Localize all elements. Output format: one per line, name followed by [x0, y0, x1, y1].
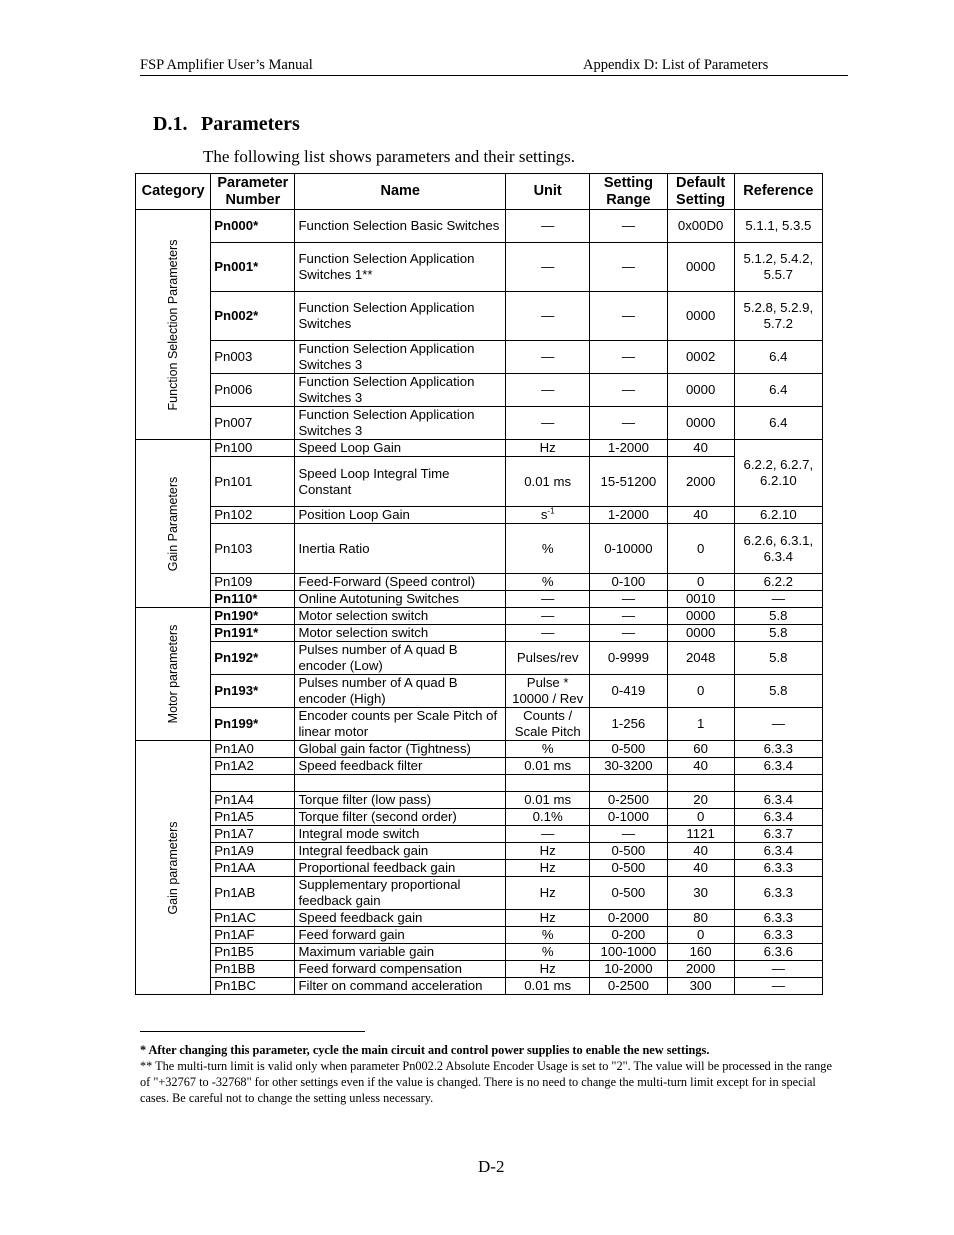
- header-range-line2: Range: [606, 191, 651, 208]
- header-category: Category: [136, 174, 211, 210]
- param-number: Pn192*: [211, 642, 295, 675]
- param-unit: %: [506, 574, 590, 591]
- param-unit: —: [506, 625, 590, 642]
- param-reference: 6.3.6: [734, 944, 822, 961]
- param-default: 0: [667, 675, 734, 708]
- param-reference: 5.1.1, 5.3.5: [734, 210, 822, 243]
- param-number: Pn1AA: [211, 860, 295, 877]
- param-unit: [506, 507, 590, 524]
- table-row: [136, 675, 823, 708]
- page-number: D-2: [478, 1157, 505, 1176]
- param-range: —: [590, 243, 667, 292]
- param-range: —: [590, 210, 667, 243]
- param-name: Torque filter (second order): [295, 809, 506, 826]
- param-unit: Hz: [506, 961, 590, 978]
- param-unit: 0.01 ms: [506, 457, 590, 507]
- param-reference: 6.2.6, 6.3.1, 6.3.4: [734, 524, 822, 574]
- param-range: —: [590, 292, 667, 341]
- param-unit: 0.01 ms: [506, 758, 590, 775]
- table-row: [136, 608, 823, 625]
- category-cell: [136, 440, 211, 608]
- param-range: 0-9999: [590, 642, 667, 675]
- table-row: [136, 978, 823, 995]
- param-default: 60: [667, 741, 734, 758]
- param-name: Online Autotuning Switches: [295, 591, 506, 608]
- param-range: 1-2000: [590, 440, 667, 457]
- table-row: [136, 944, 823, 961]
- category-cell: [136, 210, 211, 440]
- header-unit: Unit: [506, 174, 590, 210]
- header-parameter-line1: Parameter: [217, 174, 289, 191]
- param-name: Filter on command acceleration: [295, 978, 506, 995]
- category-label: Motor parameters: [166, 624, 181, 724]
- param-default: 0x00D0: [667, 210, 734, 243]
- table-row: [136, 877, 823, 910]
- param-number: Pn193*: [211, 675, 295, 708]
- param-range: —: [590, 374, 667, 407]
- param-unit: %: [506, 927, 590, 944]
- param-unit: Pulses/rev: [506, 642, 590, 675]
- param-unit: —: [506, 826, 590, 843]
- param-unit: —: [506, 608, 590, 625]
- param-default: 30: [667, 877, 734, 910]
- param-name: Feed-Forward (Speed control): [295, 574, 506, 591]
- param-number: Pn1AC: [211, 910, 295, 927]
- category-cell: [136, 741, 211, 995]
- param-range: 0-419: [590, 675, 667, 708]
- param-unit: —: [506, 210, 590, 243]
- param-number: Pn110*: [211, 591, 295, 608]
- param-number: Pn100: [211, 440, 295, 457]
- param-name: Global gain factor (Tightness): [295, 741, 506, 758]
- empty-cell: [211, 775, 295, 792]
- header-default-line2: Setting: [676, 191, 726, 208]
- header-name: Name: [295, 174, 506, 210]
- param-name: Speed Loop Integral Time Constant: [295, 457, 506, 507]
- category-label: Gain parameters: [166, 820, 181, 915]
- param-number: Pn1B5: [211, 944, 295, 961]
- table-row: [136, 574, 823, 591]
- param-default: 2048: [667, 642, 734, 675]
- table-row: [136, 457, 823, 507]
- param-default: 0: [667, 574, 734, 591]
- param-range: 0-500: [590, 741, 667, 758]
- param-name: Pulses number of A quad B encoder (High): [295, 675, 506, 708]
- unit-exponent: -1: [547, 506, 555, 516]
- param-reference: 6.2.2: [734, 574, 822, 591]
- param-reference: 6.4: [734, 407, 822, 440]
- table-row: [136, 741, 823, 758]
- param-range: —: [590, 341, 667, 374]
- param-reference: 6.3.4: [734, 843, 822, 860]
- param-unit: —: [506, 292, 590, 341]
- param-reference: 5.2.8, 5.2.9, 5.7.2: [734, 292, 822, 341]
- table-row: [136, 708, 823, 741]
- param-range: —: [590, 608, 667, 625]
- param-default: 0: [667, 927, 734, 944]
- param-number: Pn000*: [211, 210, 295, 243]
- param-number: Pn101: [211, 457, 295, 507]
- param-name: Encoder counts per Scale Pitch of linear motor: [295, 708, 506, 741]
- table-row: [136, 440, 823, 457]
- param-unit: Hz: [506, 877, 590, 910]
- footnote-double-star: ** The multi-turn limit is valid only when parameter Pn002.2 Absolute Encoder Usage is set to "2". The value will be processed in the range of "+32767 to -32768" for other settings even if the value is changed. There is no need to change the multi-turn limit except for in special cases. Be careful not to change the setting unless necessary.: [140, 1059, 832, 1105]
- table-row: [136, 341, 823, 374]
- footnote-rule: [140, 1031, 365, 1032]
- param-name: Speed feedback gain: [295, 910, 506, 927]
- param-number: Pn1AB: [211, 877, 295, 910]
- table-row: [136, 524, 823, 574]
- param-unit: %: [506, 524, 590, 574]
- param-number: Pn1A9: [211, 843, 295, 860]
- param-default: 0: [667, 524, 734, 574]
- param-reference: 6.2.10: [734, 507, 822, 524]
- param-reference: 6.3.4: [734, 809, 822, 826]
- param-range: —: [590, 407, 667, 440]
- param-number: Pn109: [211, 574, 295, 591]
- param-name: Inertia Ratio: [295, 524, 506, 574]
- param-reference: 6.3.3: [734, 910, 822, 927]
- param-unit: Hz: [506, 860, 590, 877]
- unit-base: s: [540, 507, 548, 522]
- param-default: 2000: [667, 961, 734, 978]
- param-default: 20: [667, 792, 734, 809]
- param-name: Integral mode switch: [295, 826, 506, 843]
- param-unit: —: [506, 374, 590, 407]
- header-setting-range: [590, 174, 667, 210]
- param-name: Pulses number of A quad B encoder (Low): [295, 642, 506, 675]
- param-unit: %: [506, 944, 590, 961]
- param-default: 0: [667, 809, 734, 826]
- empty-cell: [734, 775, 822, 792]
- param-unit: Counts / Scale Pitch: [506, 708, 590, 741]
- category-label: Gain Parameters: [166, 476, 181, 571]
- param-range: —: [590, 591, 667, 608]
- param-range: 100-1000: [590, 944, 667, 961]
- param-name: Feed forward compensation: [295, 961, 506, 978]
- param-default: 0000: [667, 625, 734, 642]
- param-range: 0-500: [590, 877, 667, 910]
- table-row: [136, 792, 823, 809]
- param-number: Pn102: [211, 507, 295, 524]
- table-header-row: [136, 174, 823, 210]
- param-unit: 0.1%: [506, 809, 590, 826]
- param-reference: 5.8: [734, 608, 822, 625]
- param-name: Maximum variable gain: [295, 944, 506, 961]
- table-row: [136, 809, 823, 826]
- param-reference: 6.3.3: [734, 927, 822, 944]
- param-range: —: [590, 625, 667, 642]
- table-row: [136, 860, 823, 877]
- param-reference: 6.4: [734, 374, 822, 407]
- param-name: Integral feedback gain: [295, 843, 506, 860]
- param-default: 160: [667, 944, 734, 961]
- param-name: Motor selection switch: [295, 625, 506, 642]
- param-range: 0-200: [590, 927, 667, 944]
- param-default: 300: [667, 978, 734, 995]
- param-unit: —: [506, 341, 590, 374]
- param-range: 0-500: [590, 860, 667, 877]
- header-default-line1: Default: [676, 174, 726, 191]
- param-reference: 5.8: [734, 625, 822, 642]
- param-default: 1: [667, 708, 734, 741]
- param-unit: Hz: [506, 440, 590, 457]
- table-row: [136, 961, 823, 978]
- param-range: 0-2500: [590, 792, 667, 809]
- param-default: 2000: [667, 457, 734, 507]
- param-number: Pn1A7: [211, 826, 295, 843]
- param-number: Pn1A0: [211, 741, 295, 758]
- param-default: 0000: [667, 374, 734, 407]
- empty-cell: [295, 775, 506, 792]
- empty-cell: [506, 775, 590, 792]
- param-number: Pn1A5: [211, 809, 295, 826]
- param-reference: 6.3.4: [734, 792, 822, 809]
- param-reference: 5.1.2, 5.4.2, 5.5.7: [734, 243, 822, 292]
- param-name: Function Selection Basic Switches: [295, 210, 506, 243]
- param-number: Pn190*: [211, 608, 295, 625]
- param-default: 0000: [667, 243, 734, 292]
- param-range: 0-1000: [590, 809, 667, 826]
- param-reference: —: [734, 961, 822, 978]
- table-row: [136, 625, 823, 642]
- param-number: Pn199*: [211, 708, 295, 741]
- header-range-line1: Setting: [603, 174, 653, 191]
- param-name: Function Selection Application Switches: [295, 292, 506, 341]
- param-unit: %: [506, 741, 590, 758]
- table-row-empty: [136, 775, 823, 792]
- param-name: Proportional feedback gain: [295, 860, 506, 877]
- param-default: 40: [667, 860, 734, 877]
- table-row: [136, 910, 823, 927]
- param-unit: —: [506, 407, 590, 440]
- header-parameter-number: [211, 174, 295, 210]
- param-default: 0010: [667, 591, 734, 608]
- table-row: [136, 758, 823, 775]
- param-default: 0000: [667, 292, 734, 341]
- param-name: Function Selection Application Switches 3: [295, 374, 506, 407]
- param-unit: —: [506, 243, 590, 292]
- param-name: Feed forward gain: [295, 927, 506, 944]
- param-number: Pn006: [211, 374, 295, 407]
- param-name: Position Loop Gain: [295, 507, 506, 524]
- param-range: 0-100: [590, 574, 667, 591]
- table-row: [136, 292, 823, 341]
- param-name: Speed Loop Gain: [295, 440, 506, 457]
- table-row: [136, 843, 823, 860]
- table-row: [136, 407, 823, 440]
- param-number: Pn003: [211, 341, 295, 374]
- param-range: 1-2000: [590, 507, 667, 524]
- table-row: [136, 591, 823, 608]
- table-row: [136, 374, 823, 407]
- param-reference: —: [734, 591, 822, 608]
- param-number: Pn1AF: [211, 927, 295, 944]
- param-default: 0000: [667, 407, 734, 440]
- param-number: Pn1BB: [211, 961, 295, 978]
- table-row: [136, 507, 823, 524]
- category-label: Function Selection Parameters: [166, 239, 181, 410]
- param-default: 0002: [667, 341, 734, 374]
- param-reference: 5.8: [734, 642, 822, 675]
- table-row: [136, 243, 823, 292]
- param-number: Pn1A4: [211, 792, 295, 809]
- param-name: Function Selection Application Switches 3: [295, 341, 506, 374]
- param-reference: 5.8: [734, 675, 822, 708]
- param-number: Pn191*: [211, 625, 295, 642]
- param-default: 40: [667, 843, 734, 860]
- param-range: 0-500: [590, 843, 667, 860]
- param-reference: 6.3.4: [734, 758, 822, 775]
- param-number: Pn001*: [211, 243, 295, 292]
- parameters-table: [135, 173, 823, 995]
- param-number: Pn007: [211, 407, 295, 440]
- param-unit: —: [506, 591, 590, 608]
- param-unit: Hz: [506, 910, 590, 927]
- param-reference: 6.3.3: [734, 877, 822, 910]
- running-header-title: FSP Amplifier User’s Manual: [140, 57, 313, 73]
- param-reference: —: [734, 708, 822, 741]
- param-reference: 6.2.2, 6.2.7, 6.2.10: [734, 440, 822, 507]
- header-default-setting: [667, 174, 734, 210]
- param-number: Pn1BC: [211, 978, 295, 995]
- param-range: 1-256: [590, 708, 667, 741]
- empty-cell: [667, 775, 734, 792]
- intro-paragraph: The following list shows parameters and their settings.: [203, 147, 576, 166]
- param-range: —: [590, 826, 667, 843]
- section-title: Parameters: [201, 113, 300, 135]
- running-header-section: Appendix D: List of Parameters: [583, 57, 769, 73]
- param-number: Pn103: [211, 524, 295, 574]
- param-name: Motor selection switch: [295, 608, 506, 625]
- section-heading: [153, 113, 300, 136]
- category-cell: [136, 608, 211, 741]
- param-unit: 0.01 ms: [506, 792, 590, 809]
- param-default: 0000: [667, 608, 734, 625]
- table-row: [136, 826, 823, 843]
- param-name: Speed feedback filter: [295, 758, 506, 775]
- param-range: 10-2000: [590, 961, 667, 978]
- param-name: Torque filter (low pass): [295, 792, 506, 809]
- param-default: 80: [667, 910, 734, 927]
- param-default: 40: [667, 758, 734, 775]
- param-name: Supplementary proportional feedback gain: [295, 877, 506, 910]
- param-reference: 6.3.3: [734, 741, 822, 758]
- param-number: Pn002*: [211, 292, 295, 341]
- param-range: 0-10000: [590, 524, 667, 574]
- table-row: [136, 927, 823, 944]
- param-reference: 6.3.3: [734, 860, 822, 877]
- param-reference: 6.4: [734, 341, 822, 374]
- param-number: Pn1A2: [211, 758, 295, 775]
- footnote-star: * After changing this parameter, cycle the main circuit and control power supplies to enable the new settings.: [140, 1043, 710, 1057]
- table-row: [136, 210, 823, 243]
- param-range: 30-3200: [590, 758, 667, 775]
- param-reference: 6.3.7: [734, 826, 822, 843]
- param-default: 40: [667, 440, 734, 457]
- section-number: D.1.: [153, 113, 188, 135]
- header-reference: Reference: [734, 174, 822, 210]
- header-parameter-line2: Number: [225, 191, 281, 208]
- param-reference: —: [734, 978, 822, 995]
- param-unit: 0.01 ms: [506, 978, 590, 995]
- param-default: 1121: [667, 826, 734, 843]
- param-name: Function Selection Application Switches 1**: [295, 243, 506, 292]
- param-range: 0-2000: [590, 910, 667, 927]
- param-unit: Pulse * 10000 / Rev: [506, 675, 590, 708]
- param-default: 40: [667, 507, 734, 524]
- table-row: [136, 642, 823, 675]
- header-rule: [140, 75, 848, 76]
- empty-cell: [590, 775, 667, 792]
- param-name: Function Selection Application Switches 3: [295, 407, 506, 440]
- param-unit: Hz: [506, 843, 590, 860]
- param-range: 15-51200: [590, 457, 667, 507]
- param-range: 0-2500: [590, 978, 667, 995]
